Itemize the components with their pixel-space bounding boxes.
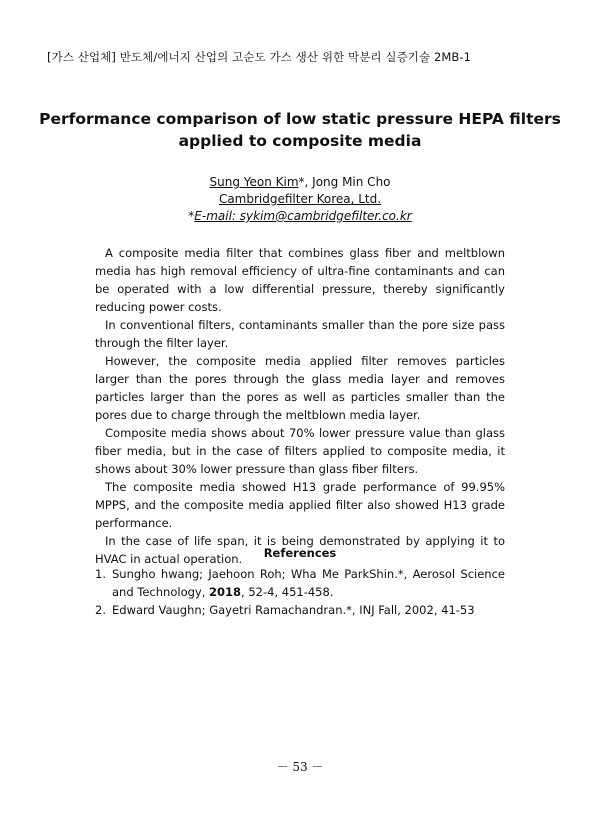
reference-number: 1. — [95, 567, 106, 581]
reference-item — [95, 565, 505, 601]
reference-text: Sungho hwang; Jaehoon Roh; Wha Me ParkShin.*, Aerosol Science and Technology, — [112, 567, 505, 599]
author-block — [0, 174, 600, 225]
paragraph: The composite media showed H13 grade performance of 99.95% MPPS, and the composite media applied filter also showed H13 grade performance. — [95, 480, 505, 530]
title-line-1: Performance comparison of low static pressure HEPA filters — [39, 110, 561, 128]
reference-item — [95, 601, 505, 619]
primary-author: Sung Yeon Kim — [209, 175, 299, 189]
co-authors: *, Jong Min Cho — [298, 175, 391, 189]
title-line-2: applied to composite media — [178, 132, 422, 150]
reference-text: Edward Vaughn; Gayetri Ramachandran.*, INJ Fall, 2002, 41-53 — [112, 603, 475, 617]
paper-title — [0, 108, 600, 152]
author-names — [0, 174, 600, 191]
abstract-body — [95, 244, 505, 568]
email-marker: * — [188, 209, 195, 223]
reference-list — [95, 565, 505, 619]
page-number: － 53 － — [276, 760, 324, 774]
paragraph: Composite media shows about 70% lower pressure value than glass fiber media, but in the case of filters applied to composite media, it shows about 30% lower pressure than glass fiber filters. — [95, 426, 505, 476]
running-header: [가스 산업체] 반도체/에너지 산업의 고순도 가스 생산 위한 막분리 실증기술 2MB-1 — [47, 50, 472, 64]
references-heading: References — [263, 546, 337, 560]
paragraph: However, the composite media applied filter removes particles larger than the pores through the glass media layer and removes particles larger than the pores as well as particles smaller than the pores due to charge through the meltblown media layer. — [95, 354, 505, 422]
email-line — [0, 208, 600, 225]
affiliation: Cambridgefilter Korea, Ltd. — [218, 192, 382, 206]
reference-pages: , 52-4, 451-458. — [241, 585, 334, 599]
paragraph: In the case of life span, it is being demonstrated by applying it to HVAC in actual operation. — [95, 534, 505, 566]
email-link[interactable]: E-mail: sykim@cambridgefilter.co.kr — [194, 209, 412, 223]
paragraph: In conventional filters, contaminants smaller than the pore size pass through the filter layer. — [95, 318, 505, 350]
paragraph: A composite media filter that combines glass fiber and meltblown media has high removal efficiency of ultra-fine contaminants and can be operated with a low differential pressure, thereby significantly reducing power costs. — [95, 246, 505, 314]
reference-number: 2. — [95, 603, 106, 617]
reference-year: 2018 — [209, 585, 242, 599]
